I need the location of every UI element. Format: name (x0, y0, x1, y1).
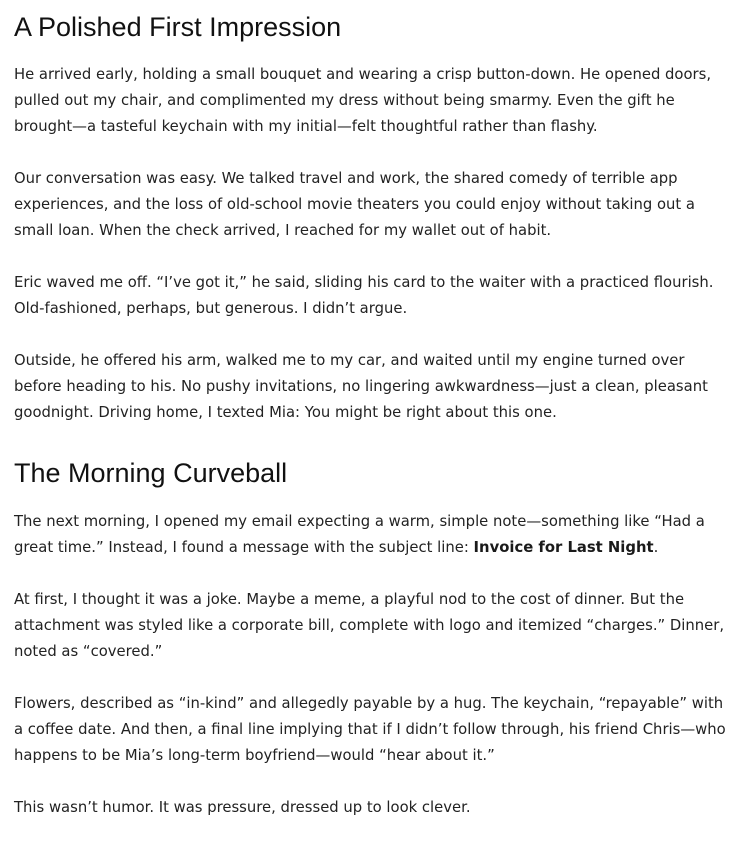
paragraph-conversation: Our conversation was easy. We talked travel and work, the shared comedy of terrible app experiences, and the loss of old-school movie theaters you could enjoy without taking out a small loan. When the check arrived, I reached for my wallet out of habit. (14, 170, 695, 239)
paragraph-invoice-email (14, 509, 726, 561)
paragraph-charges: Flowers, described as “in-kind” and allegedly payable by a hug. The keychain, “repayable” with a coffee date. And then, a final line implying that if I didn’t follow through, his friend Chris—who happens to be Mia’s long-term boyfriend—would “hear about it.” (14, 695, 726, 764)
paragraph-goodnight: Outside, he offered his arm, walked me to my car, and waited until my engine turned over before heading to his. No pushy invitations, no lingering awkwardness—just a clean, pleasant goodnight. Driving home, I texted Mia: You might be right about this one. (14, 352, 708, 421)
paragraph-invoice-period: . (653, 539, 659, 556)
paragraph-check: Eric waved me off. “I’ve got it,” he said, sliding his card to the waiter with a practiced flourish. Old-fashioned, perhaps, but generous. I didn’t argue. (14, 274, 714, 317)
section-heading-morning-curveball: The Morning Curveball (14, 458, 288, 488)
paragraph-joke: At first, I thought it was a joke. Maybe a meme, a playful nod to the cost of dinner. But the attachment was styled like a corporate bill, complete with logo and itemized “charges.” Dinner, noted as “covered.” (14, 591, 725, 660)
paragraph-arrival: He arrived early, holding a small bouquet and wearing a crisp button-down. He opened doors, pulled out my chair, and complimented my dress without being smarmy. Even the gift he brought—a tasteful keychain with my initial—felt thoughtful rather than flashy. (14, 66, 712, 135)
paragraph-pressure: This wasn’t humor. It was pressure, dressed up to look clever. (14, 799, 471, 816)
article-body (14, 0, 726, 821)
section-heading-first-impression: A Polished First Impression (14, 12, 342, 42)
invoice-subject-line: Invoice for Last Night (473, 539, 654, 556)
paragraph-invoice-text: The next morning, I opened my email expecting a warm, simple note—something like “Had a great time.” Instead, I found a message with the subject line: (14, 513, 705, 556)
